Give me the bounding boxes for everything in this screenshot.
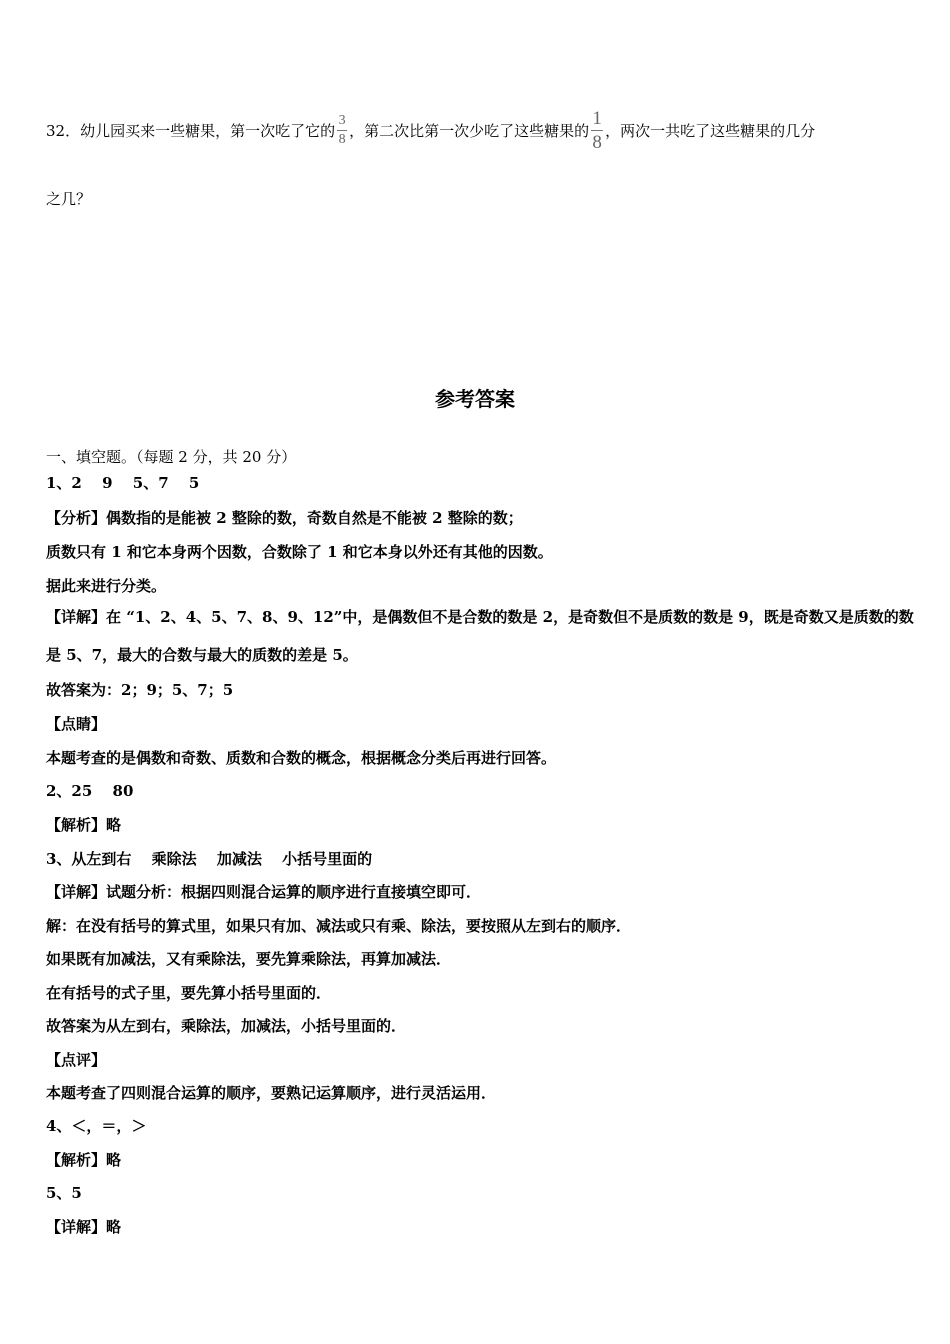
text-line: 本题考查了四则混合运算的顺序，要熟记运算顺序，进行灵活运用．	[46, 1084, 497, 1102]
fraction-numerator: 1	[592, 107, 602, 129]
text-line: 解：在没有括号的算式里，如果只有加、减法或只有乘、除法，要按照从左到右的顺序．	[46, 917, 632, 935]
text-line: 据此来进行分类。	[46, 577, 167, 595]
question-32-line-1	[46, 100, 815, 160]
explanation-line	[46, 1149, 121, 1170]
detail-line	[46, 881, 481, 902]
fraction-denominator: 8	[338, 131, 346, 147]
detail-label: 【详解】	[46, 883, 107, 901]
detail-text: 试题分析：根据四则混合运算的顺序进行直接填空即可．	[106, 883, 482, 901]
explanation-line	[46, 814, 121, 835]
fraction-numerator: 3	[338, 112, 346, 128]
analysis-text: 偶数指的是能被 2 整除的数，奇数自然是不能被 2 整除的数；	[106, 509, 523, 527]
explanation-text: 略	[106, 816, 122, 834]
question-32-line-2: 之几？	[46, 190, 92, 208]
fraction-three-eighths	[337, 114, 347, 147]
answer-3: 3、从左到右 乘除法 加减法 小括号里面的	[46, 850, 373, 868]
section-heading: 一、填空题。（每题 2 分，共 20 分）	[46, 448, 297, 466]
fraction-one-eighth	[591, 109, 603, 152]
analysis-line	[46, 507, 523, 528]
text-line: 在有括号的式子里，要先算小括号里面的．	[46, 984, 332, 1002]
question-text-part-c: ，两次一共吃了这些糖果的几分	[605, 121, 816, 140]
text-line: 本题考查的是偶数和奇数、质数和合数的概念，根据概念分类后再进行回答。	[46, 749, 557, 767]
text-line: 如果既有加减法，又有乘除法，要先算乘除法，再算加减法．	[46, 950, 452, 968]
question-text-part-b: ，第二次比第一次少吃了这些糖果的	[349, 121, 590, 140]
text-line: 质数只有 1 和它本身两个因数，合数除了 1 和它本身以外还有其他的因数。	[46, 543, 553, 561]
detail-label: 【详解】	[46, 608, 107, 626]
answer-section-title: 参考答案	[435, 387, 515, 411]
text-line: 故答案为从左到右，乘除法，加减法，小括号里面的．	[46, 1017, 407, 1035]
answer-5: 5、5	[46, 1184, 82, 1202]
detail-line	[46, 1216, 121, 1237]
fraction-bar	[591, 130, 603, 131]
answer-2: 2、25 80	[46, 782, 134, 800]
text-line: 故答案为：2；9；5、7；5	[46, 681, 234, 699]
analysis-label: 【分析】	[46, 509, 107, 527]
comment-label: 【点睛】	[46, 715, 107, 733]
detail-text: 略	[106, 1218, 122, 1236]
explanation-label: 【解析】	[46, 816, 107, 834]
fraction-denominator: 8	[592, 131, 602, 153]
explanation-label: 【解析】	[46, 1151, 107, 1169]
detail-label: 【详解】	[46, 1218, 107, 1236]
detail-paragraph	[46, 598, 916, 674]
answer-4: 4、＜，＝，＞	[46, 1117, 147, 1135]
review-label: 【点评】	[46, 1051, 107, 1069]
question-text-part-a: 32．幼儿园买来一些糖果，第一次吃了它的	[46, 121, 336, 140]
detail-text: 在 “1、2、4、5、7、8、9、12”中，是偶数但不是合数的数是 2，是奇数但不是质数的数是 9，既是奇数又是质数的数是 5、7，最大的合数与最大的质数的差是 5。	[46, 608, 914, 664]
fraction-bar	[337, 130, 347, 131]
explanation-text: 略	[106, 1151, 122, 1169]
answer-1: 1、2 9 5、7 5	[46, 474, 200, 492]
